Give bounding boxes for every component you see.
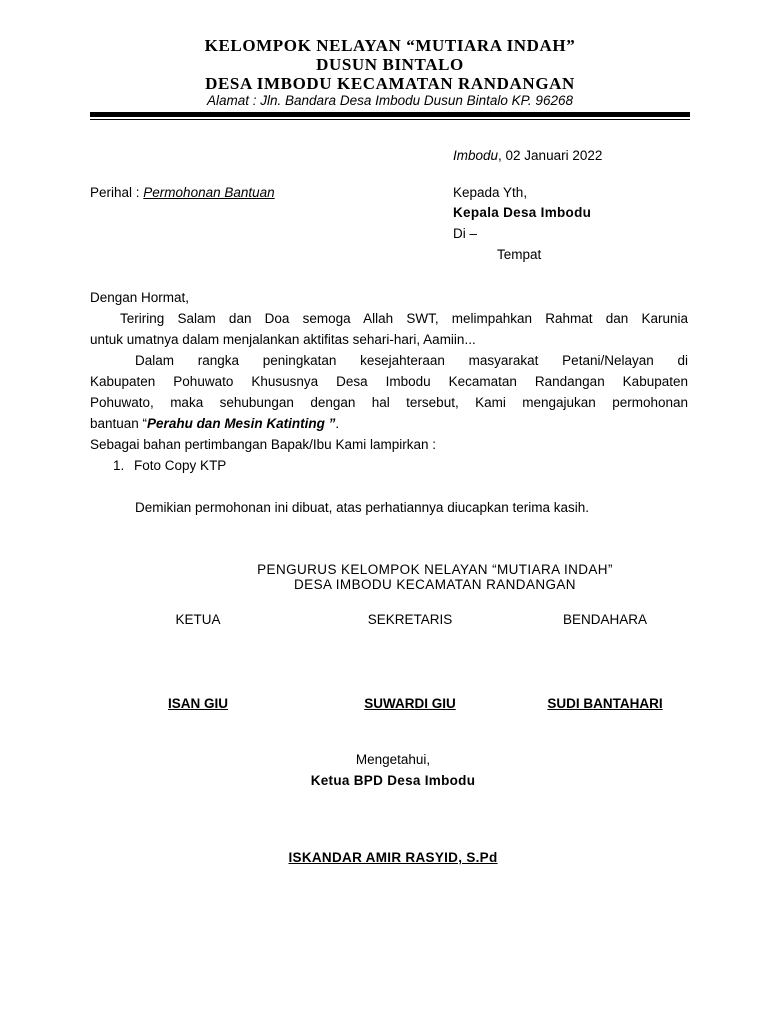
paragraph-2-line-2: Kabupaten Pohuwato Khususnya Desa Imbodu Kecamatan Randangan Kabupaten — [90, 374, 688, 389]
letterhead-divider-thick — [90, 112, 690, 117]
role-sekretaris: SEKRETARIS — [367, 612, 453, 627]
role-bendahara: BENDAHARA — [562, 612, 648, 627]
recipient-name: Kepala Desa Imbodu — [453, 205, 592, 220]
letterhead-line-1: KELOMPOK NELAYAN “MUTIARA INDAH” — [204, 36, 576, 55]
role-ketua: KETUA — [175, 612, 221, 627]
paragraph-2-line-3: Pohuwato, maka sehubungan dengan hal tersebut, Kami mengajukan permohonan — [90, 395, 688, 410]
subject-label: Perihal — [90, 185, 133, 200]
paragraph-1-line-1: Teriring Salam dan Doa semoga Allah SWT, melimpahkan Rahmat dan Karunia — [120, 311, 688, 326]
requested-item: Perahu dan Mesin Katinting ” — [147, 416, 336, 431]
letterhead-address: Alamat : Jln. Bandara Desa Imbodu Dusun Bintalo KP. 96268 — [207, 93, 573, 108]
attachment-item — [113, 458, 226, 473]
request-prefix: bantuan “ — [90, 416, 148, 431]
subject-line — [90, 185, 275, 200]
letterhead-divider-thin — [90, 119, 690, 120]
org-title-line-1: PENGURUS KELOMPOK NELAYAN “MUTIARA INDAH” — [257, 562, 613, 577]
date-text: , 02 Januari 2022 — [498, 148, 603, 163]
attachment-number: 1. — [113, 458, 125, 473]
attachment-intro: Sebagai bahan pertimbangan Bapak/Ibu Kami lampirkan : — [90, 437, 436, 452]
recipient-place: Tempat — [497, 247, 542, 262]
subject-value: Permohonan Bantuan — [143, 185, 275, 200]
letter-date — [453, 148, 602, 163]
acknowledge-title: Ketua BPD Desa Imbodu — [310, 773, 476, 788]
acknowledge-label: Mengetahui, — [355, 752, 431, 767]
closing-statement: Demikian permohonan ini dibuat, atas perhatiannya diucapkan terima kasih. — [135, 500, 590, 515]
letterhead-line-3: DESA IMBODU KECAMATAN RANDANGAN — [205, 74, 575, 93]
name-bendahara: SUDI BANTAHARI — [547, 696, 663, 711]
name-ketua: ISAN GIU — [167, 696, 228, 711]
recipient-greeting: Kepada Yth, — [453, 185, 528, 200]
subject-separator: : — [132, 185, 144, 200]
request-suffix: . — [335, 416, 340, 431]
salutation: Dengan Hormat, — [90, 290, 190, 305]
acknowledge-name: ISKANDAR AMIR RASYID, S.Pd — [288, 850, 498, 865]
paragraph-1-line-2: untuk umatnya dalam menjalankan aktifitas sehari-hari, Aamiin... — [90, 332, 476, 347]
org-title-line-2: DESA IMBODU KECAMATAN RANDANGAN — [294, 577, 576, 592]
attachment-text: Foto Copy KTP — [134, 458, 227, 473]
recipient-di: Di – — [453, 226, 478, 241]
paragraph-2-line-4 — [90, 416, 339, 431]
date-place: Imbodu — [453, 148, 499, 163]
paragraph-2-line-1: Dalam rangka peningkatan kesejahteraan masyarakat Petani/Nelayan di — [135, 353, 688, 368]
letterhead-line-2: DUSUN BINTALO — [316, 55, 464, 74]
name-sekretaris: SUWARDI GIU — [364, 696, 456, 711]
